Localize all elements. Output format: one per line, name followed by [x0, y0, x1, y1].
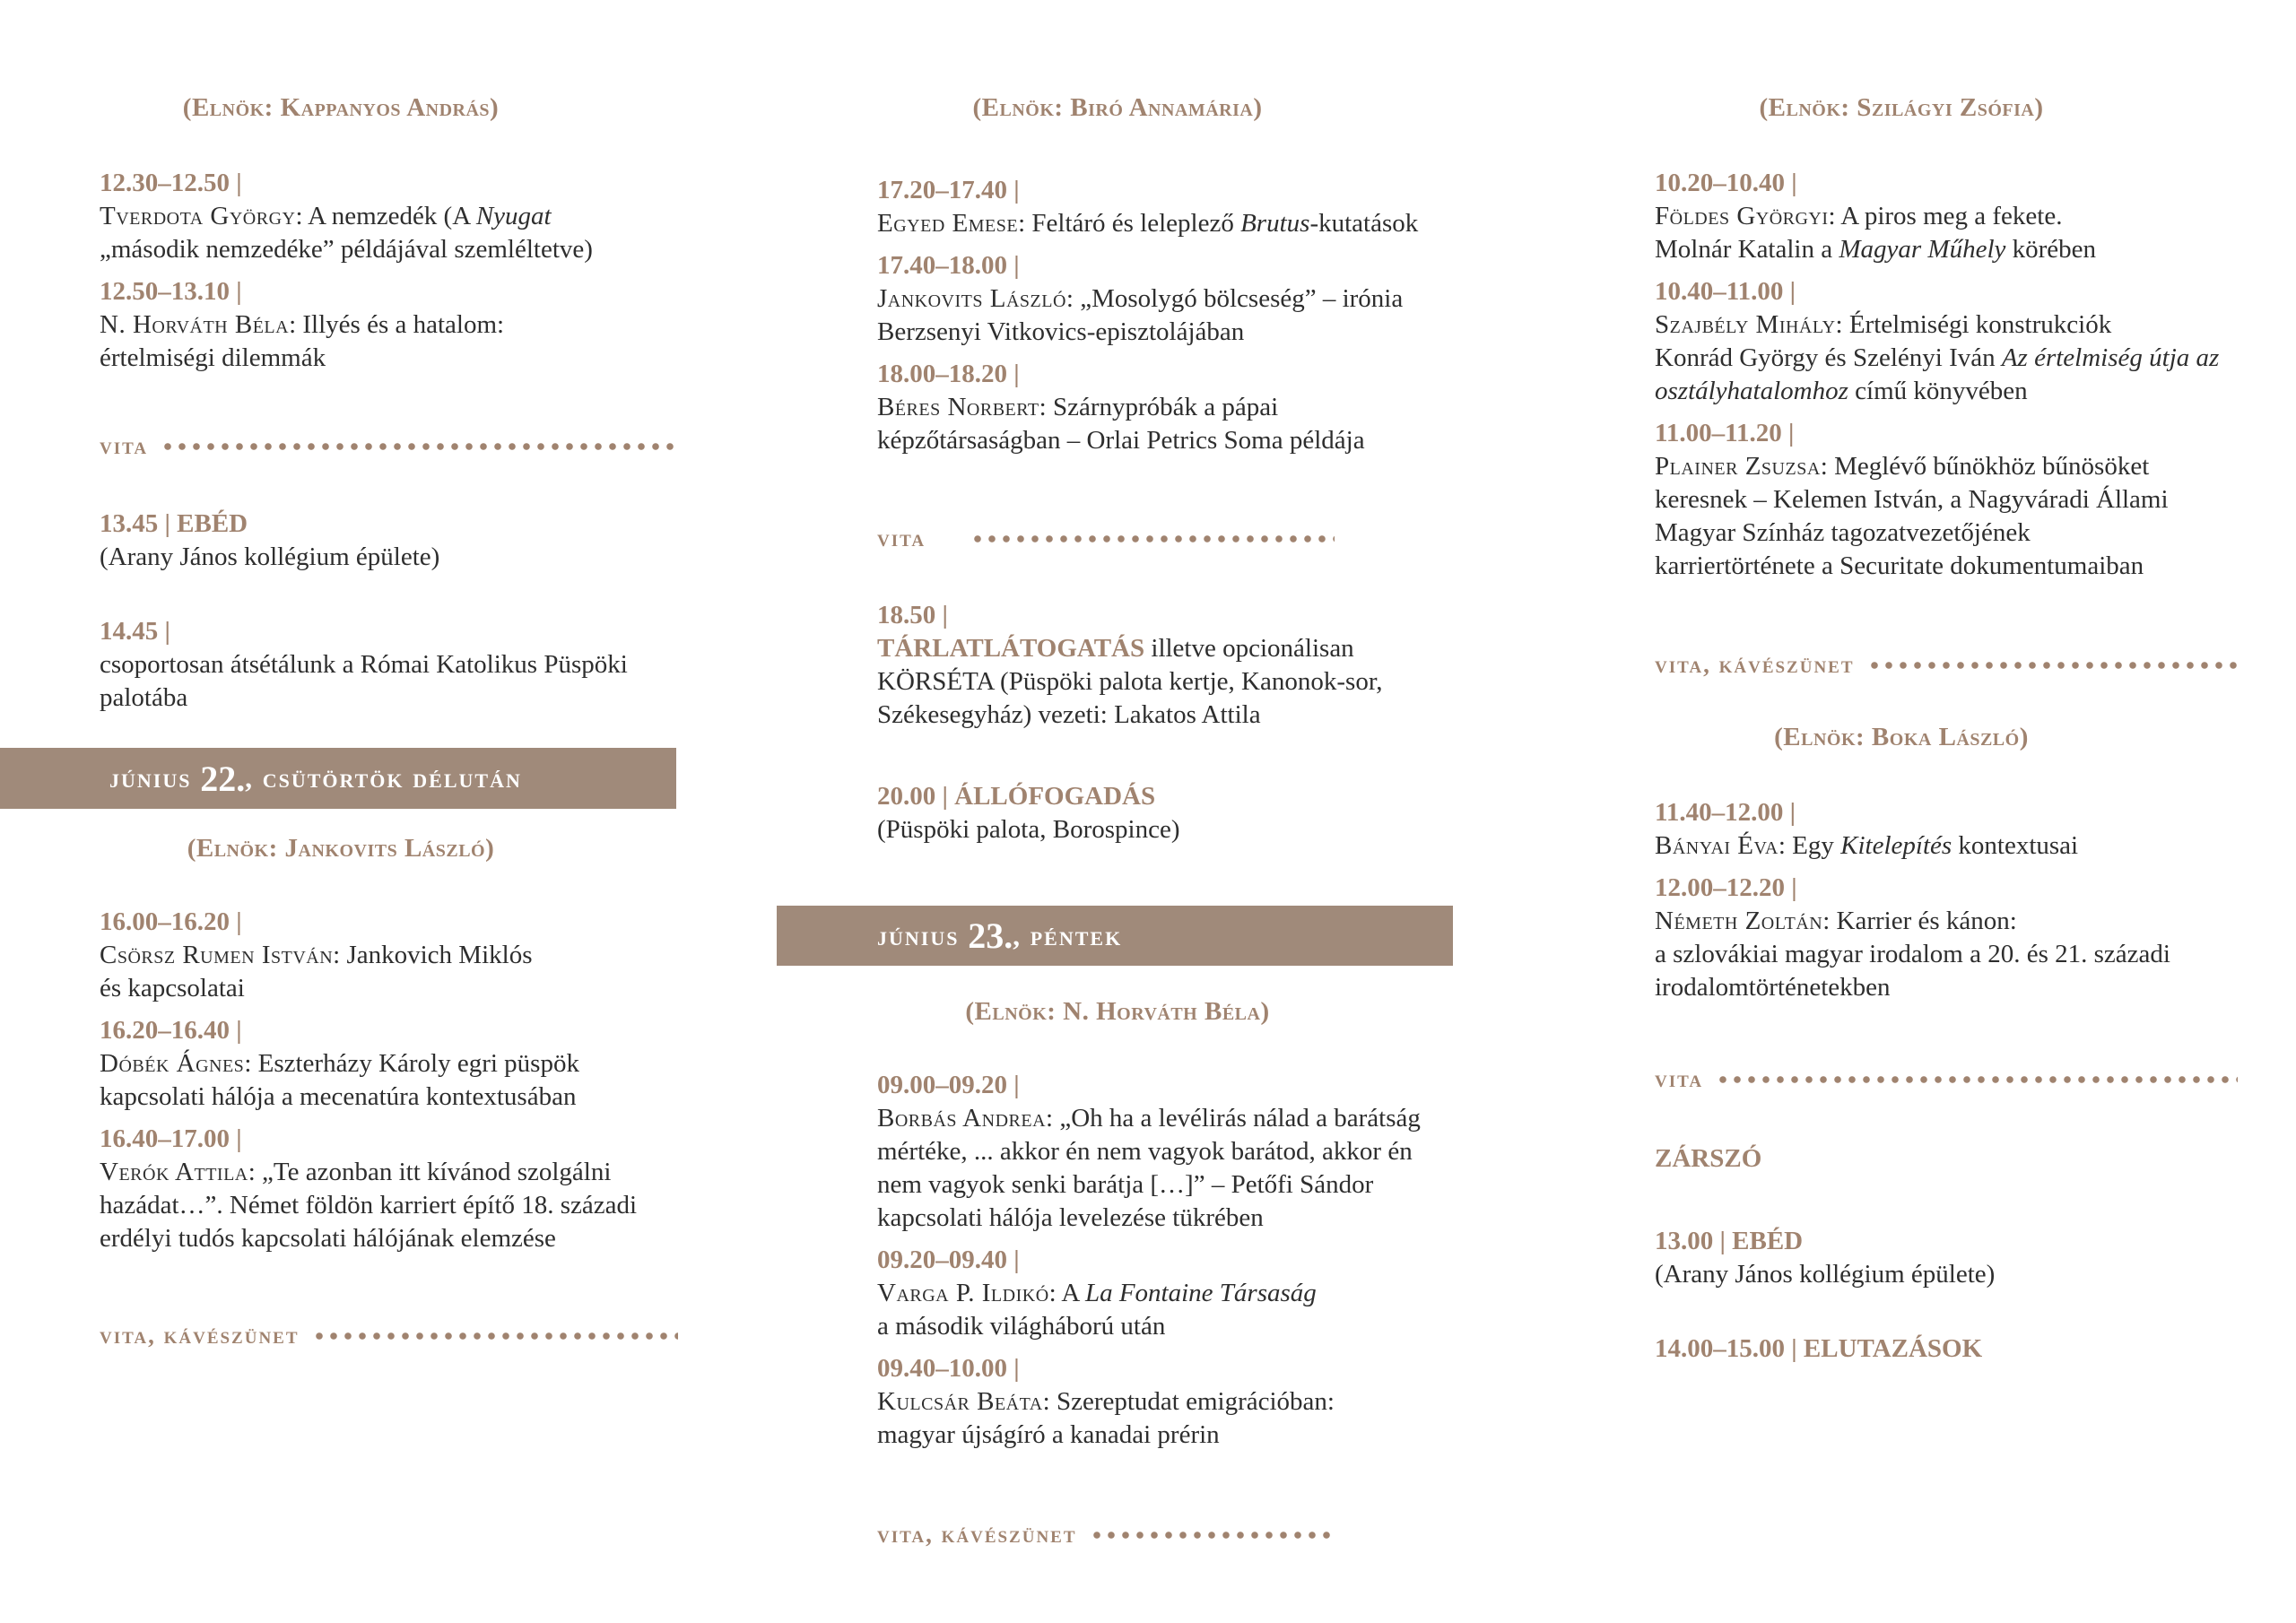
chair-heading: (Elnök: Jankovits László)	[187, 834, 495, 863]
lunch-place: (Arany János kollégium épülete)	[1655, 1260, 1996, 1289]
speaker-name: Varga P. Ildikó	[877, 1279, 1049, 1307]
discussion-label: vita	[100, 432, 149, 459]
dotted-leader	[312, 1332, 678, 1340]
talk-title: irodalomtörténetekben	[1655, 973, 1891, 1002]
time-slot: 09.00–09.20 |	[877, 1071, 1020, 1099]
reception-block	[877, 780, 1458, 846]
walk-block	[100, 615, 674, 715]
speaker-name: Szajbély Mihály	[1655, 310, 1836, 339]
speaker-name: Csörsz Rumen István	[100, 941, 334, 969]
talk-title: : Szereptudat emigrációban:	[1042, 1387, 1335, 1416]
discussion-label: vita	[1655, 1065, 1704, 1092]
talk-title: kapcsolati hálója levelezése tükrében	[877, 1203, 1264, 1232]
day-rest: , péntek	[1013, 919, 1123, 951]
day-band	[0, 748, 676, 809]
talk-title: erdélyi tudós kapcsolati hálójának elemzése	[100, 1224, 556, 1253]
talk-title: magyar újságíró a kanadai prérin	[877, 1420, 1220, 1449]
speaker-name: Jankovits László	[877, 284, 1066, 313]
talk-entry	[1655, 905, 2265, 1004]
talk-title: : Jankovich Miklós	[333, 941, 533, 969]
time-slot: 12.30–12.50 |	[100, 169, 242, 197]
day-label: június	[877, 919, 960, 951]
time-slot: 11.00–11.20 |	[1655, 419, 1795, 447]
dotted-leader	[1090, 1532, 1335, 1539]
speaker-name: Tverdota György	[100, 202, 296, 230]
talk-title: : Karrier és kánon:	[1822, 907, 2017, 935]
session-block	[100, 906, 683, 1264]
time-slot: 12.50–13.10 |	[100, 277, 242, 306]
visit-line: KÖRSÉTA (Püspöki palota kertje, Kanonok-sor,	[877, 667, 1383, 696]
talk-title: képzőtársaságban – Orlai Petrics Soma példája	[877, 426, 1365, 455]
day-rest: , csütörtök délután	[245, 762, 522, 794]
time-slot: 16.00–16.20 |	[100, 907, 242, 936]
speaker-name: Dóbék Ágnes	[100, 1049, 245, 1078]
talk-title: körében	[2005, 235, 2097, 264]
talk-title: : Szárnypróbák a pápai	[1039, 393, 1279, 421]
day-number: 22.	[200, 758, 246, 799]
talk-entry	[100, 939, 683, 1005]
dotted-leader	[1867, 662, 2238, 669]
talk-title: kapcsolati hálója a mecenatúra kontextusában	[100, 1082, 577, 1111]
talk-title: a szlovákiai magyar irodalom a 20. és 21. századi	[1655, 940, 2170, 968]
time-slot: 17.20–17.40 |	[877, 176, 1020, 204]
time-slot: 16.40–17.00 |	[100, 1124, 242, 1153]
talk-entry	[1655, 200, 2265, 266]
time-slot: 11.40–12.00 |	[1655, 798, 1796, 827]
dotted-leader	[1716, 1076, 2238, 1083]
closing-block	[1655, 1142, 2265, 1176]
closing-label: ZÁRSZÓ	[1655, 1144, 1762, 1173]
dotted-leader	[970, 535, 1335, 542]
visit-text	[877, 632, 1458, 732]
walk-line: palotába	[100, 683, 188, 712]
visit-block	[877, 599, 1458, 732]
speaker-name: Plainer Zsuzsa	[1655, 452, 1821, 481]
speaker-name: Németh Zoltán	[1655, 907, 1823, 935]
discussion-label: vita, kávészünet	[1655, 651, 1855, 678]
talk-title: : A	[1048, 1279, 1085, 1307]
reception-place: (Püspöki palota, Borospince)	[877, 815, 1180, 844]
visit-line: Székesegyház) vezeti: Lakatos Attila	[877, 700, 1261, 729]
day-band	[777, 906, 1453, 966]
session-block	[877, 174, 1458, 466]
talk-entry	[1655, 450, 2265, 583]
talk-entry	[877, 1385, 1458, 1452]
session-block	[877, 1069, 1458, 1461]
speaker-name: Verók Attila	[100, 1158, 248, 1186]
talk-title: : Egy	[1778, 831, 1841, 860]
talk-title: „második nemzedéke” példájával szemléltetve)	[100, 235, 593, 264]
talk-title: keresnek – Kelemen István, a Nagyváradi Állami	[1655, 485, 2169, 514]
departure-label: 14.00–15.00 | ELUTAZÁSOK	[1655, 1334, 1983, 1363]
visit-time: 18.50 |	[877, 601, 948, 629]
talk-title: : Meglévő bűnökhöz bűnösöket	[1820, 452, 2150, 481]
talk-title: -kutatások	[1309, 209, 1419, 238]
departure-block	[1655, 1332, 2265, 1366]
lunch-block	[100, 508, 674, 574]
talk-entry	[100, 308, 674, 375]
speaker-name: N. Horváth Béla	[100, 310, 290, 339]
lunch-time: 13.00 | EBÉD	[1655, 1227, 1804, 1255]
talk-entry	[100, 1047, 683, 1114]
talk-title: : A piros meg a fekete.	[1828, 202, 2063, 230]
talk-entry	[877, 1277, 1458, 1343]
talk-title-italic: Magyar Műhely	[1839, 235, 2006, 264]
lunch-time: 13.45 | EBÉD	[100, 509, 248, 538]
talk-entry	[877, 391, 1458, 457]
speaker-name: Egyed Emese	[877, 209, 1019, 238]
speaker-name: Borbás Andrea	[877, 1104, 1047, 1133]
speaker-name: Bányai Éva	[1655, 831, 1779, 860]
talk-title: : Értelmiségi konstrukciók	[1835, 310, 2112, 339]
talk-entry	[877, 282, 1458, 349]
chair-heading: (Elnök: N. Horváth Béla)	[965, 997, 1270, 1026]
discussion-divider	[877, 525, 1335, 552]
time-slot: 12.00–12.20 |	[1655, 873, 1797, 902]
speaker-name: Béres Norbert	[877, 393, 1039, 421]
talk-title: című könyvében	[1848, 377, 2028, 405]
talk-title-italic: Kitelepítés	[1840, 831, 1952, 860]
chair-heading: (Elnök: Biró Annamária)	[972, 93, 1263, 122]
talk-title-italic: La Fontaine Társaság	[1084, 1279, 1317, 1307]
talk-title: : Eszterházy Károly egri püspök	[244, 1049, 579, 1078]
discussion-label: vita, kávészünet	[877, 1521, 1077, 1548]
talk-title: nem vagyok senki barátja […]” – Petőfi Sándor	[877, 1170, 1374, 1199]
time-slot: 09.20–09.40 |	[877, 1245, 1020, 1274]
reception-time: 20.00 | ÁLLÓFOGADÁS	[877, 782, 1156, 811]
talk-title: a második világháború után	[877, 1312, 1166, 1341]
chair-heading: (Elnök: Kappanyos András)	[182, 93, 500, 122]
talk-title: : A nemzedék (A	[295, 202, 476, 230]
speaker-name: Kulcsár Beáta	[877, 1387, 1043, 1416]
time-slot: 10.20–10.40 |	[1655, 169, 1797, 197]
talk-entry	[877, 207, 1458, 240]
talk-title: Konrád György és Szelényi Iván	[1655, 343, 2002, 372]
talk-title: Berzsenyi Vitkovics-episztolájában	[877, 317, 1245, 346]
talk-title: Magyar Színház tagozatvezetőjének	[1655, 518, 2031, 547]
talk-title: : Feltáró és leleplező	[1018, 209, 1241, 238]
time-slot: 10.40–11.00 |	[1655, 277, 1796, 306]
talk-title: mértéke, ... akkor én nem vagyok barátod, akkor én	[877, 1137, 1413, 1166]
dotted-leader	[161, 443, 678, 450]
visit-line: illetve opcionálisan	[1144, 634, 1354, 663]
discussion-divider	[100, 1322, 678, 1350]
talk-entry	[1655, 829, 2265, 863]
walk-time: 14.45 |	[100, 617, 170, 646]
talk-title: értelmiségi dilemmák	[100, 343, 326, 372]
talk-title: kontextusai	[1952, 831, 2079, 860]
talk-entry	[100, 200, 674, 266]
lunch-block	[1655, 1225, 2265, 1291]
talk-title: : „Mosolygó bölcseség” – irónia	[1065, 284, 1404, 313]
time-slot: 17.40–18.00 |	[877, 251, 1020, 280]
talk-title: Molnár Katalin a	[1655, 235, 1839, 264]
session-block	[1655, 796, 2265, 1013]
discussion-divider	[100, 432, 678, 460]
chair-heading: (Elnök: Szilágyi Zsófia)	[1759, 93, 2044, 122]
discussion-divider	[877, 1521, 1335, 1549]
talk-title: karriertörténete a Securitate dokumentumaiban	[1655, 551, 2144, 580]
talk-title-italic: Nyugat	[475, 202, 552, 230]
chair-heading: (Elnök: Boka László)	[1774, 723, 2029, 751]
day-number: 23.	[968, 916, 1013, 956]
visit-title: TÁRLATLÁTOGATÁS	[877, 634, 1145, 663]
time-slot: 09.40–10.00 |	[877, 1354, 1020, 1383]
talk-title: : Illyés és a hatalom:	[289, 310, 505, 339]
walk-line: csoportosan átsétálunk a Római Katolikus Püspöki	[100, 650, 628, 679]
session-block	[100, 167, 674, 384]
speaker-name: Földes Györgyi	[1655, 202, 1829, 230]
walk-text	[100, 648, 674, 715]
discussion-label: vita	[877, 525, 926, 551]
time-slot: 18.00–18.20 |	[877, 360, 1020, 388]
day-label: június	[109, 762, 192, 794]
discussion-label: vita, kávészünet	[100, 1322, 300, 1349]
talk-title-italic: Brutus	[1240, 209, 1310, 238]
talk-entry	[100, 1156, 683, 1255]
talk-title: : „Oh ha a levélirás nálad a barátság	[1046, 1104, 1421, 1133]
time-slot: 16.20–16.40 |	[100, 1016, 242, 1045]
talk-title: és kapcsolatai	[100, 974, 245, 1002]
session-block	[1655, 167, 2265, 592]
talk-entry	[1655, 308, 2265, 408]
discussion-divider	[1655, 651, 2238, 679]
lunch-place: (Arany János kollégium épülete)	[100, 542, 440, 571]
talk-title: : „Te azonban itt kívánod szolgálni	[248, 1158, 612, 1186]
discussion-divider	[1655, 1065, 2238, 1093]
talk-title: hazádat…”. Német földön karriert építő 18. századi	[100, 1191, 638, 1219]
talk-title-italic: Az értelmiség útja az	[2001, 343, 2220, 372]
talk-entry	[877, 1102, 1458, 1235]
talk-title-italic: osztályhatalomhoz	[1655, 377, 1848, 405]
